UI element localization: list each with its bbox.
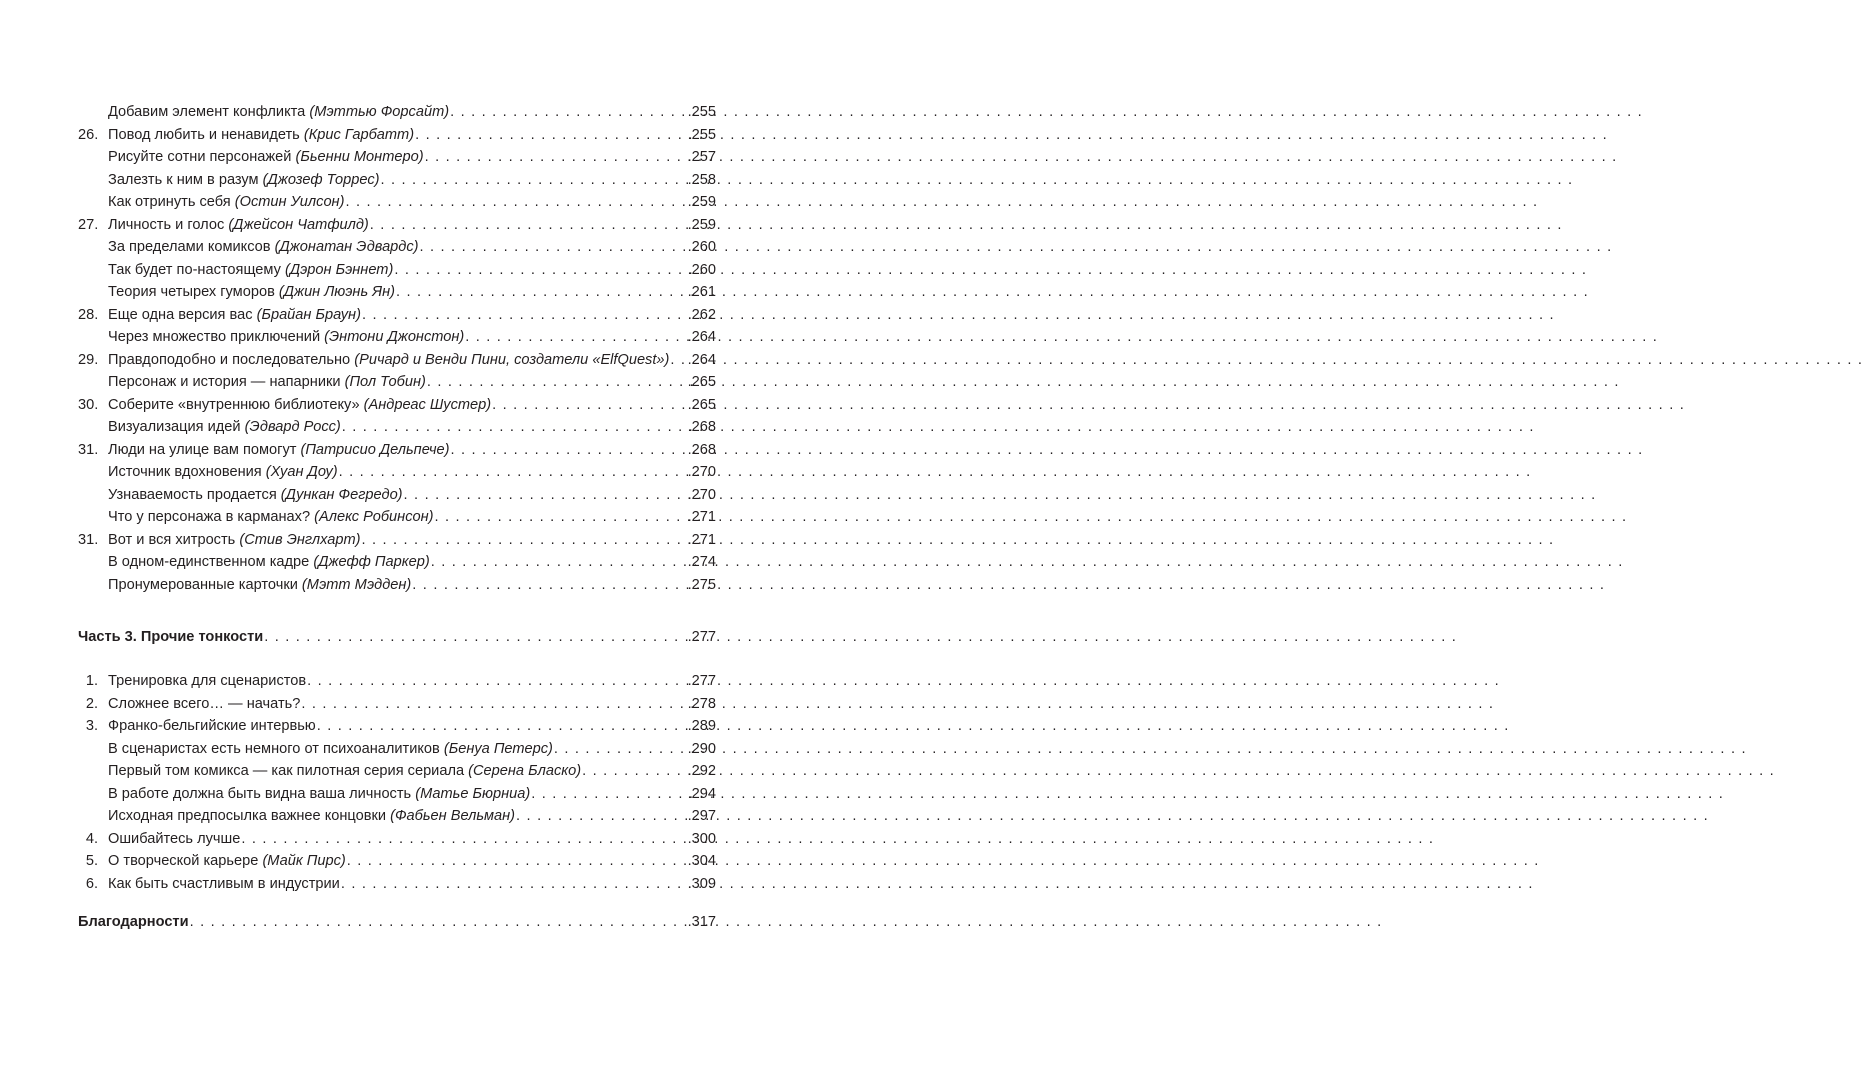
entry-title xyxy=(78,738,553,761)
dot-leader xyxy=(342,416,687,439)
entry-author: (Андреас Шустер) xyxy=(363,396,492,413)
entry-title xyxy=(78,574,411,597)
entry-author: (Джейсон Чатфилд) xyxy=(228,216,369,233)
entry-title-text: Еще одна версия вас xyxy=(108,306,253,323)
toc-entry[interactable] xyxy=(78,439,716,462)
dot-leader xyxy=(345,191,686,214)
entry-number: 26. xyxy=(78,126,99,143)
toc-entry[interactable] xyxy=(78,304,716,327)
entry-title-text: Соберите «внутреннюю библиотеку» xyxy=(108,396,360,413)
toc-entry[interactable] xyxy=(78,760,716,783)
entry-number: 2. xyxy=(85,695,98,712)
entry-title xyxy=(78,236,419,259)
entry-title-text: Люди на улице вам помогут xyxy=(108,441,297,458)
entry-title xyxy=(78,551,430,574)
entry-title xyxy=(78,259,393,282)
dot-leader xyxy=(307,670,686,693)
page-number: .278 xyxy=(687,695,716,712)
entry-number: 3. xyxy=(85,718,98,734)
dot-leader xyxy=(362,529,687,552)
entry-title-text: В одном-единственном кадре xyxy=(108,554,310,570)
dot-leader xyxy=(396,281,687,304)
dot-leader xyxy=(431,551,687,574)
dot-leader xyxy=(415,124,687,147)
entry-title-text: Рисуйте сотни персонажей xyxy=(108,149,292,165)
entry-title xyxy=(78,146,424,169)
dot-leader xyxy=(425,146,687,169)
dot-leader xyxy=(451,439,687,462)
toc-entry[interactable] xyxy=(78,670,716,693)
entry-title xyxy=(78,124,414,147)
entry-author: (Майк Пирс) xyxy=(262,853,346,869)
entry-title-text: Исходная предпосылка важнее концовки xyxy=(108,808,387,824)
page-number: .259 xyxy=(687,216,716,233)
entry-number: 6. xyxy=(85,875,98,892)
toc-entry[interactable] xyxy=(78,259,716,282)
page-number: .317 xyxy=(687,914,716,930)
dot-leader xyxy=(339,461,687,484)
toc-page xyxy=(0,0,820,1080)
entry-title-text: Через множество приключений xyxy=(108,329,321,345)
page-number: .265 xyxy=(687,374,716,390)
toc-entry[interactable] xyxy=(78,101,716,124)
toc-thanks-block xyxy=(78,911,716,934)
toc-entry[interactable] xyxy=(78,828,716,851)
dot-leader xyxy=(190,911,687,934)
entry-title-text: Так будет по-настоящему xyxy=(108,261,281,278)
dot-leader xyxy=(531,783,686,806)
entry-title-text: О творческой карьере xyxy=(108,853,259,869)
toc-entry[interactable] xyxy=(78,574,716,597)
entry-author: (Крис Гарбатт) xyxy=(303,126,415,143)
dot-leader xyxy=(465,326,686,349)
toc-entry[interactable] xyxy=(78,191,716,214)
entry-author: (Фабьен Вельман) xyxy=(390,808,516,824)
entry-title-text: Первый том комикса — как пилотная серия сериала xyxy=(108,763,465,779)
entry-title xyxy=(78,484,403,507)
toc-entry[interactable] xyxy=(78,783,716,806)
entry-title xyxy=(78,873,340,896)
dot-leader xyxy=(404,484,687,507)
entry-title xyxy=(78,715,316,738)
entry-author: (Энтони Джонстон) xyxy=(324,329,465,345)
entry-author: (Бенуа Петерс) xyxy=(443,740,553,757)
entry-title xyxy=(78,101,449,124)
page-number: .260 xyxy=(687,261,716,278)
entry-author: (Ричард и Венди Пини, создатели «ElfQuest») xyxy=(354,351,670,368)
entry-title-text: Вот и вся хитрость xyxy=(108,531,236,548)
entry-title xyxy=(78,439,450,462)
toc-entry[interactable] xyxy=(78,461,716,484)
toc-section-part3 xyxy=(78,670,716,895)
entry-title xyxy=(78,191,344,214)
toc-part-heading[interactable] xyxy=(78,626,716,649)
dot-leader xyxy=(420,236,687,259)
entry-number: 1. xyxy=(85,673,98,689)
entry-title xyxy=(78,281,395,304)
page-number: .294 xyxy=(687,785,716,802)
page-number: .264 xyxy=(687,329,716,345)
dot-leader xyxy=(341,873,687,896)
entry-title-text: Персонаж и история — напарники xyxy=(108,374,341,390)
page-number: .255 xyxy=(687,126,716,143)
entry-title-text: Правдоподобно и последовательно xyxy=(108,351,351,368)
entry-title xyxy=(78,326,464,349)
page-number: .271 xyxy=(687,531,716,548)
page-number: .268 xyxy=(687,441,716,458)
page-number: .261 xyxy=(687,284,716,300)
toc-entry[interactable] xyxy=(78,416,716,439)
toc-part3-heading-block xyxy=(78,626,716,649)
page-number: .264 xyxy=(687,351,716,368)
page-number: .297 xyxy=(687,808,716,824)
entry-number: 31. xyxy=(78,531,99,548)
page-number: .290 xyxy=(687,740,716,757)
entry-title-text: Как быть счастливым в индустрии xyxy=(108,875,340,892)
entry-author: (Дэрон Бэннет) xyxy=(284,261,394,278)
entry-author: (Мэтт Мэдден) xyxy=(301,576,412,593)
toc-thanks-heading[interactable] xyxy=(78,911,716,934)
entry-title xyxy=(78,850,346,873)
entry-author: (Остин Уилсон) xyxy=(234,194,345,210)
toc-entry[interactable] xyxy=(78,529,716,552)
page-number: .292 xyxy=(687,763,716,779)
toc-entry[interactable] xyxy=(78,506,716,529)
page-number: .259 xyxy=(687,194,716,210)
entry-author: (Джонатан Эдвардс) xyxy=(274,239,419,255)
entry-author: (Джефф Паркер) xyxy=(313,554,430,570)
entry-author: (Бьенни Монтеро) xyxy=(295,149,424,165)
toc-entry[interactable] xyxy=(78,484,716,507)
entry-number: 5. xyxy=(85,853,98,869)
dot-leader xyxy=(264,626,686,649)
page-number: .260 xyxy=(687,239,716,255)
dot-leader xyxy=(301,693,686,716)
entry-title xyxy=(78,394,491,417)
toc-entry[interactable] xyxy=(78,214,716,237)
toc-entry[interactable] xyxy=(78,715,716,738)
toc-entry[interactable] xyxy=(78,394,716,417)
page-number: .268 xyxy=(687,419,716,435)
entry-author: (Дункан Фегредо) xyxy=(280,486,403,503)
entry-title-text: Узнаваемость продается xyxy=(108,486,277,503)
entry-author: (Хуан Доу) xyxy=(265,464,338,480)
toc-entry[interactable] xyxy=(78,371,716,394)
entry-title-text: В работе должна быть видна ваша личность xyxy=(108,785,412,802)
entry-title-text: За пределами комиксов xyxy=(108,239,271,255)
entry-author: (Брайан Браун) xyxy=(256,306,361,323)
entry-author: (Джин Люэнь Ян) xyxy=(278,284,396,300)
page-number: .289 xyxy=(687,718,716,734)
entry-title-text: Сложнее всего… — начать? xyxy=(108,695,301,712)
entry-author: (Серена Бласко) xyxy=(468,763,582,779)
entry-number: 27. xyxy=(78,216,99,233)
toc-entry[interactable] xyxy=(78,349,716,372)
dot-leader xyxy=(554,738,687,761)
dot-leader xyxy=(516,805,687,828)
dot-leader xyxy=(362,304,687,327)
dot-leader xyxy=(670,349,686,372)
entry-title-text: Добавим элемент конфликта xyxy=(108,104,306,120)
entry-title xyxy=(78,349,669,372)
toc-entry[interactable] xyxy=(78,281,716,304)
entry-title-text: Теория четырех гуморов xyxy=(108,284,275,300)
entry-title xyxy=(78,371,426,394)
entry-number: 28. xyxy=(78,306,99,323)
entry-title xyxy=(78,828,240,851)
entry-title xyxy=(78,214,369,237)
page-number: .257 xyxy=(687,149,716,165)
entry-author: (Алекс Робинсон) xyxy=(314,509,434,525)
entry-title xyxy=(78,416,341,439)
entry-author: (Стив Энглхарт) xyxy=(239,531,361,548)
toc-section-part2-end xyxy=(78,101,716,596)
page-number: .255 xyxy=(687,104,716,120)
page-number: .270 xyxy=(687,486,716,503)
dot-leader xyxy=(412,574,686,597)
dot-leader xyxy=(394,259,686,282)
toc-entry[interactable] xyxy=(78,551,716,574)
toc-entry[interactable] xyxy=(78,873,716,896)
page-number: .262 xyxy=(687,306,716,323)
toc-entry[interactable] xyxy=(78,236,716,259)
entry-title xyxy=(78,760,581,783)
toc-entry[interactable] xyxy=(78,169,716,192)
entry-title xyxy=(78,304,361,327)
entry-author: (Джозеф Торрес) xyxy=(262,171,380,188)
entry-title-text: В сценаристах есть немного от психоаналитиков xyxy=(108,740,440,757)
entry-title xyxy=(78,783,530,806)
dot-leader xyxy=(241,828,686,851)
entry-author: (Мэттью Форсайт) xyxy=(309,104,450,120)
toc-entry[interactable] xyxy=(78,805,716,828)
page-number: .277 xyxy=(687,673,716,689)
entry-title-text: Залезть к ним в разум xyxy=(108,171,259,188)
entry-title xyxy=(78,805,515,828)
dot-leader xyxy=(492,394,686,417)
entry-title-text: Источник вдохновения xyxy=(108,464,262,480)
dot-leader xyxy=(317,715,687,738)
entry-title xyxy=(78,529,361,552)
toc-entry[interactable] xyxy=(78,326,716,349)
entry-title xyxy=(78,693,300,716)
entry-number: 30. xyxy=(78,396,99,413)
dot-leader xyxy=(450,101,687,124)
page-number: .300 xyxy=(687,830,716,847)
page-number: .270 xyxy=(687,464,716,480)
page-number: .258 xyxy=(687,171,716,188)
entry-title xyxy=(78,670,306,693)
entry-author: (Пол Тобин) xyxy=(344,374,426,390)
page-number: .274 xyxy=(687,554,716,570)
page-number: .275 xyxy=(687,576,716,593)
entry-title xyxy=(78,506,434,529)
entry-title-text: Визуализация идей xyxy=(108,419,241,435)
entry-title-text: Тренировка для сценаристов xyxy=(108,673,307,689)
dot-leader xyxy=(381,169,687,192)
entry-title-text: Как отринуть себя xyxy=(108,194,231,210)
page-number: .277 xyxy=(687,629,716,645)
entry-title-text: Что у персонажа в карманах? xyxy=(108,509,311,525)
entry-title-text: Франко-бельгийские интервью xyxy=(108,718,316,734)
thanks-title: Благодарности xyxy=(78,914,189,930)
dot-leader xyxy=(347,850,687,873)
toc-entry[interactable] xyxy=(78,693,716,716)
entry-number: 31. xyxy=(78,441,99,458)
entry-author: (Эдвард Росс) xyxy=(244,419,341,435)
dot-leader xyxy=(370,214,687,237)
entry-title xyxy=(78,169,380,192)
entry-title-text: Повод любить и ненавидеть xyxy=(108,126,300,143)
entry-author: (Патрисио Дельпече) xyxy=(300,441,450,458)
entry-title-text: Личность и голос xyxy=(108,216,225,233)
toc-entry[interactable] xyxy=(78,146,716,169)
dot-leader xyxy=(582,760,686,783)
dot-leader xyxy=(427,371,687,394)
entry-title-text: Пронумерованные карточки xyxy=(108,576,298,593)
page-number: .265 xyxy=(687,396,716,413)
page-number: .309 xyxy=(687,875,716,892)
entry-title xyxy=(78,461,338,484)
dot-leader xyxy=(435,506,687,529)
toc-entry[interactable] xyxy=(78,738,716,761)
entry-number: 4. xyxy=(85,830,98,847)
entry-author: (Матье Бюрниа) xyxy=(415,785,531,802)
toc-entry[interactable] xyxy=(78,124,716,147)
entry-number: 29. xyxy=(78,351,99,368)
toc-entry[interactable] xyxy=(78,850,716,873)
entry-title-text: Ошибайтесь лучше xyxy=(108,830,241,847)
page-number: .271 xyxy=(687,509,716,525)
part-title: Часть 3. Прочие тонкости xyxy=(78,629,264,645)
page-number: .304 xyxy=(687,853,716,869)
